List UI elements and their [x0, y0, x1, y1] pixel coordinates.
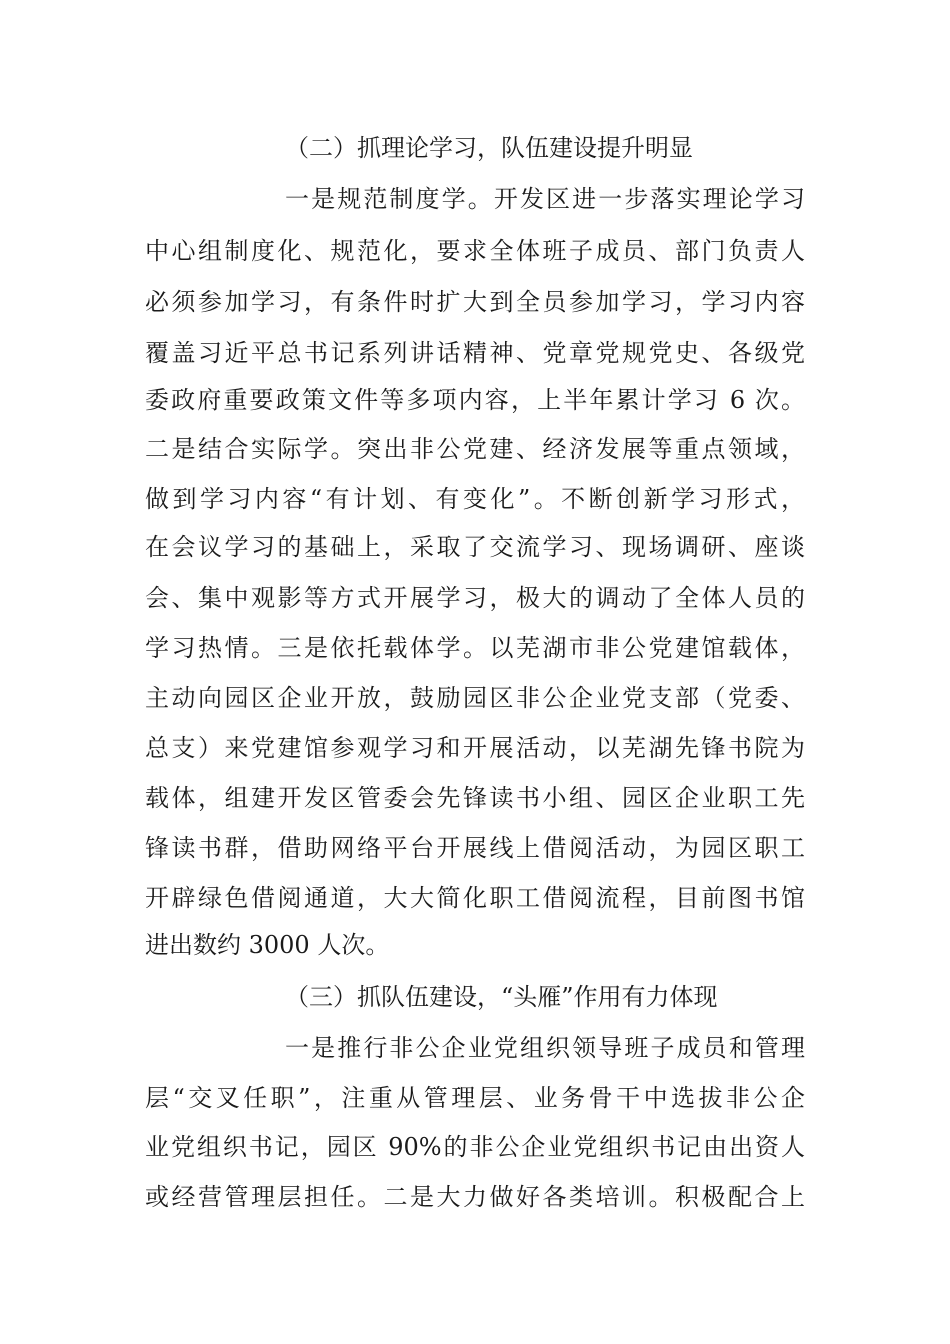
paragraph-line: 业党组织书记，园区 90%的非公企业党组织书记由出资人: [145, 1133, 805, 1161]
paragraph-line: 学习热情。三是依托载体学。以芜湖市非公党建馆载体，: [145, 634, 805, 662]
paragraph-line: 覆盖习近平总书记系列讲话精神、党章党规党史、各级党: [145, 339, 805, 367]
paragraph-line: 一是推行非公企业党组织领导班子成员和管理: [285, 1034, 805, 1062]
paragraph-line: 锋读书群，借助网络平台开展线上借阅活动，为园区职工: [145, 834, 805, 862]
section-heading: （二）抓理论学习，队伍建设提升明显: [285, 134, 693, 162]
paragraph-line: 主动向园区企业开放，鼓励园区非公企业党支部（党委、: [145, 684, 805, 712]
paragraph-line: 层“交叉任职”，注重从管理层、业务骨干中选拔非公企: [145, 1084, 805, 1112]
paragraph-line: 开辟绿色借阅通道，大大简化职工借阅流程，目前图书馆: [145, 884, 805, 912]
paragraph-line: 会、集中观影等方式开展学习，极大的调动了全体人员的: [145, 584, 805, 612]
paragraph-line: 进出数约 3000 人次。: [145, 931, 390, 959]
paragraph-line: 或经营管理层担任。二是大力做好各类培训。积极配合上: [145, 1183, 805, 1211]
paragraph-line: 一是规范制度学。开发区进一步落实理论学习: [285, 185, 805, 213]
paragraph-line: 中心组制度化、规范化，要求全体班子成员、部门负责人: [145, 237, 805, 265]
paragraph-line: 在会议学习的基础上，采取了交流学习、现场调研、座谈: [145, 533, 805, 561]
paragraph-line: 必须参加学习，有条件时扩大到全员参加学习，学习内容: [145, 288, 805, 316]
paragraph-line: 做到学习内容“有计划、有变化”。不断创新学习形式，: [145, 485, 805, 513]
section-heading: （三）抓队伍建设，“头雁”作用有力体现: [285, 983, 718, 1011]
paragraph-line: 二是结合实际学。突出非公党建、经济发展等重点领域，: [145, 435, 805, 463]
paragraph-line: 总支）来党建馆参观学习和开展活动，以芜湖先锋书院为: [145, 734, 805, 762]
paragraph-line: 委政府重要政策文件等多项内容，上半年累计学习 6 次。: [145, 386, 805, 414]
paragraph-line: 载体，组建开发区管委会先锋读书小组、园区企业职工先: [145, 784, 805, 812]
